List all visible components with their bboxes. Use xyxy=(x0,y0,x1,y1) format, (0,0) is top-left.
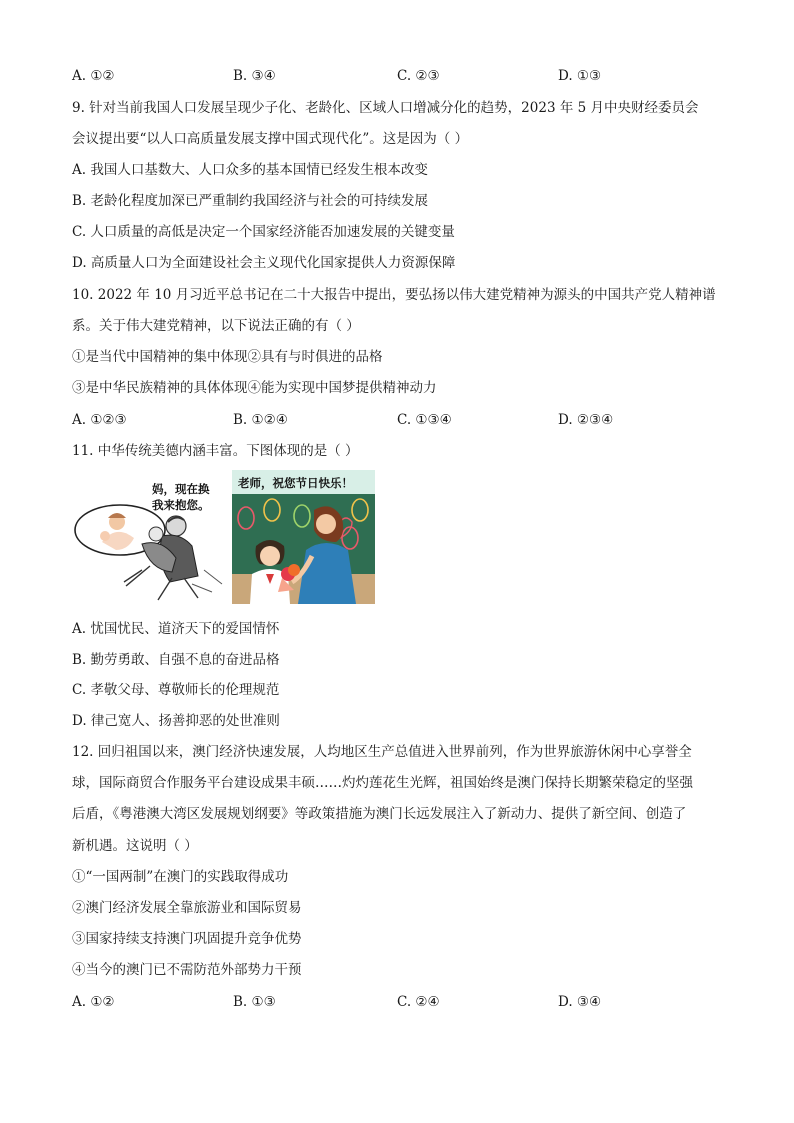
q8-options xyxy=(72,66,732,86)
q9-choice-a: A. 我国人口基数大、人口众多的基本国情已经发生根本改变 xyxy=(72,162,428,178)
q10-options xyxy=(72,410,732,430)
q8-option-b: B. ③④ xyxy=(233,68,276,84)
figure-panel-teachers-day xyxy=(232,470,375,604)
left-caption-line-2: 我来抱您。 xyxy=(152,498,210,512)
q12-statement-1: ①“一国两制”在澳门的实践取得成功 xyxy=(72,869,289,885)
q12-option-d: D. ③④ xyxy=(558,994,602,1010)
left-caption-line-1: 妈，现在换 xyxy=(152,482,210,496)
q12-option-c: C. ②④ xyxy=(397,994,440,1010)
q10-option-d: D. ②③④ xyxy=(558,412,614,428)
q12-stem-line-4: 新机遇。这说明（ ） xyxy=(72,838,198,854)
q12-option-a: A. ①② xyxy=(72,994,115,1010)
q12-statement-2: ②澳门经济发展全靠旅游业和国际贸易 xyxy=(72,900,302,916)
q12-stem-line-2: 球，国际商贸合作服务平台建设成果丰硕……灼灼莲花生光辉，祖国始终是澳门保持长期繁荣稳定的坚强 xyxy=(72,775,693,791)
q11-stem: 11. 中华传统美德内涵丰富。下图体现的是（ ） xyxy=(72,443,359,459)
q9-stem-line-1: 9. 针对当前我国人口发展呈现少子化、老龄化、区域人口增减分化的趋势，2023 年 5 月中央财经委员会 xyxy=(72,100,699,116)
q12-statement-3: ③国家持续支持澳门巩固提升竞争优势 xyxy=(72,931,302,947)
q12-statement-4: ④当今的澳门已不需防范外部势力干预 xyxy=(72,962,302,978)
q9-choice-c: C. 人口质量的高低是决定一个国家经济能否加速发展的关键变量 xyxy=(72,224,455,240)
q11-figure xyxy=(72,470,376,604)
q11-choice-a: A. 忧国忧民、道济天下的爱国情怀 xyxy=(72,621,280,637)
q10-stem-line-1: 10. 2022 年 10 月习近平总书记在二十大报告中提出，要弘扬以伟大建党精神为源头的中国共产党人精神谱 xyxy=(72,287,716,303)
q11-choice-c: C. 孝敬父母、尊敬师长的伦理规范 xyxy=(72,682,280,698)
q8-option-c: C. ②③ xyxy=(397,68,440,84)
q9-choice-b: B. 老龄化程度加深已严重制约我国经济与社会的可持续发展 xyxy=(72,193,429,209)
q11-choice-d: D. 律己宽人、扬善抑恶的处世准则 xyxy=(72,713,280,729)
q10-statement-1: ①是当代中国精神的集中体现②具有与时俱进的品格 xyxy=(72,349,383,365)
q10-statement-2: ③是中华民族精神的具体体现④能为实现中国梦提供精神动力 xyxy=(72,380,437,396)
q12-stem-line-1: 12. 回归祖国以来，澳门经济快速发展，人均地区生产总值进入世界前列，作为世界旅游休闲中心享誉全 xyxy=(72,744,692,760)
caring-for-mother-illustration xyxy=(72,470,228,604)
q10-option-c: C. ①③④ xyxy=(397,412,452,428)
q8-option-d: D. ①③ xyxy=(558,68,602,84)
right-caption: 老师，祝您节日快乐！ xyxy=(238,476,353,490)
q12-option-b: B. ①③ xyxy=(233,994,276,1010)
q9-stem-line-2: 会议提出要“以人口高质量发展支撑中国式现代化”。这是因为（ ） xyxy=(72,131,469,147)
q10-stem-line-2: 系。关于伟大建党精神，以下说法正确的有（ ） xyxy=(72,318,360,334)
q10-option-a: A. ①②③ xyxy=(72,412,127,428)
figure-panel-caring-for-mother xyxy=(72,470,228,604)
q8-option-a: A. ①② xyxy=(72,68,115,84)
q9-choice-d: D. 高质量人口为全面建设社会主义现代化国家提供人力资源保障 xyxy=(72,255,456,271)
q12-options xyxy=(72,992,732,1012)
q10-option-b: B. ①②④ xyxy=(233,412,288,428)
q12-stem-line-3: 后盾，《粤港澳大湾区发展规划纲要》等政策措施为澳门长远发展注入了新动力、提供了新空间、创造了 xyxy=(72,806,687,822)
q11-choice-b: B. 勤劳勇敢、自强不息的奋进品格 xyxy=(72,652,280,668)
teachers-day-illustration xyxy=(232,470,375,604)
